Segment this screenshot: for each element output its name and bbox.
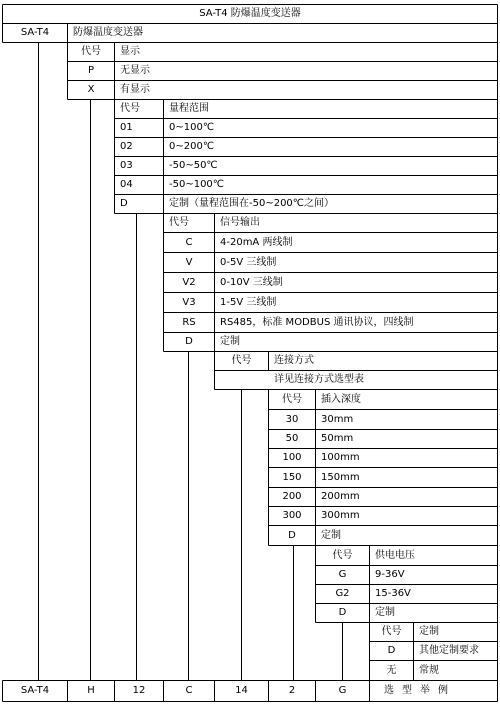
example-value: 12 [132, 685, 146, 696]
example-value: SA-T4 [20, 685, 50, 696]
power-code: D [338, 607, 347, 618]
depth-code: 50 [285, 433, 299, 444]
connection-desc: 详见连接方式选型表 [274, 374, 364, 385]
signal-code: RS [182, 316, 196, 328]
power-code: G2 [335, 588, 350, 599]
depth-desc: 100mm [321, 452, 360, 463]
range-desc: 定制（量程范围在-50~200℃之间） [169, 198, 335, 209]
depth-desc: 定制 [321, 529, 341, 541]
signal-header-code: 代号 [169, 217, 189, 228]
range-desc: 0~200℃ [169, 141, 215, 152]
example-value: 2 [288, 685, 296, 696]
range-desc: -50~100℃ [169, 179, 225, 190]
depth-header-name: 插入深度 [321, 393, 361, 405]
custom-header-code: 代号 [381, 626, 402, 637]
depth-desc: 150mm [321, 471, 360, 483]
example-value: H [87, 685, 95, 696]
depth-desc: 200mm [321, 491, 360, 502]
example-value: G [338, 685, 347, 696]
range-code: D [120, 198, 128, 209]
display-header-code: 代号 [81, 46, 101, 57]
signal-code: C [185, 236, 193, 248]
depth-desc: 300mm [321, 510, 360, 521]
connection-header-code: 代号 [231, 355, 252, 366]
range-code: 02 [120, 141, 133, 152]
display-desc: 无显示 [120, 65, 150, 76]
custom-code: 无 [386, 664, 397, 676]
custom-code: D [387, 645, 396, 656]
custom-header-name: 定制 [419, 626, 439, 637]
depth-code: D [288, 529, 296, 541]
signal-desc: 0-10V 三线制 [220, 276, 283, 288]
signal-desc: 0-5V 三线制 [220, 256, 277, 268]
depth-desc: 30mm [321, 413, 354, 425]
signal-desc: RS485，标准 MODBUS 通讯协议，四线制 [220, 316, 414, 328]
display-desc: 有显示 [120, 84, 150, 95]
example-label: 选型举例 [384, 685, 456, 696]
power-desc: 9-36V [375, 569, 405, 580]
table-title: SA-T4 防爆温度变送器 [199, 8, 301, 19]
power-desc: 15-36V [375, 588, 411, 599]
signal-code: V2 [182, 276, 196, 288]
signal-desc: 1-5V 三线制 [220, 296, 277, 308]
display-header-name: 显示 [120, 46, 140, 57]
custom-desc: 常规 [419, 664, 439, 676]
example-value: 14 [235, 685, 248, 696]
range-code: 03 [120, 160, 133, 171]
signal-code: V3 [182, 296, 196, 308]
range-desc: -50~50℃ [169, 160, 218, 171]
display-code: X [87, 84, 95, 95]
signal-desc: 定制 [220, 336, 240, 347]
example-value: C [185, 685, 193, 696]
depth-code: 30 [285, 413, 299, 425]
range-header-name: 量程范围 [169, 103, 209, 114]
depth-code: 200 [282, 491, 302, 502]
power-desc: 定制 [375, 607, 395, 618]
range-code: 01 [120, 122, 133, 133]
power-code: G [338, 569, 347, 580]
range-code: 04 [120, 179, 133, 190]
depth-code: 150 [282, 471, 302, 483]
power-header-code: 代号 [332, 549, 353, 561]
custom-desc: 其他定制要求 [419, 645, 479, 656]
depth-code: 100 [282, 452, 302, 463]
signal-code: D [185, 336, 193, 347]
range-desc: 0~100℃ [169, 122, 215, 133]
connection-header-name: 连接方式 [274, 355, 314, 366]
depth-header-code: 代号 [282, 393, 302, 405]
range-header-code: 代号 [120, 103, 140, 114]
model-code: SA-T4 [20, 27, 50, 38]
display-code: P [87, 65, 95, 76]
signal-header-name: 信号输出 [220, 217, 260, 228]
model-name: 防爆温度变送器 [73, 27, 143, 38]
signal-desc: 4-20mA 两线制 [220, 236, 293, 248]
depth-desc: 50mm [321, 433, 354, 444]
signal-code: V [185, 256, 193, 268]
power-header-name: 供电电压 [375, 549, 415, 561]
depth-code: 300 [282, 510, 302, 521]
